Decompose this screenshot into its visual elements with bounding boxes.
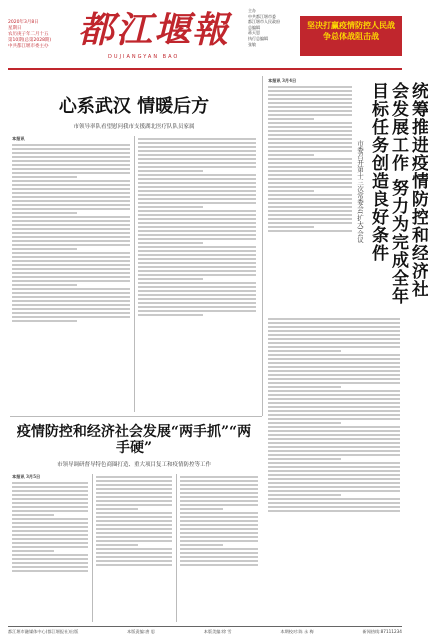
text-line bbox=[268, 474, 400, 476]
text-line bbox=[268, 426, 400, 428]
text-line bbox=[96, 504, 172, 506]
text-line bbox=[180, 500, 258, 502]
editor-line: 蒋天恩 bbox=[248, 30, 260, 36]
text-line bbox=[12, 272, 130, 274]
text-line bbox=[268, 114, 352, 116]
text-line bbox=[268, 406, 400, 408]
text-line bbox=[180, 544, 223, 546]
text-line bbox=[138, 170, 203, 172]
text-line bbox=[268, 442, 400, 444]
text-line bbox=[12, 188, 130, 190]
bottom-subtitle: 市领导调研督导特色商圈打造、重大项目复工和疫情防控等工作 bbox=[56, 462, 211, 468]
text-line bbox=[268, 410, 400, 412]
text-line bbox=[180, 484, 258, 486]
text-line bbox=[180, 548, 258, 550]
text-line bbox=[138, 310, 256, 312]
page-footer bbox=[8, 626, 402, 636]
text-line bbox=[268, 138, 352, 140]
text-line bbox=[268, 438, 400, 440]
text-line bbox=[12, 144, 130, 146]
text-line bbox=[180, 528, 258, 530]
text-line bbox=[268, 346, 400, 348]
side-subtitle: 市委召开第十三次常委会(扩大)会议 bbox=[356, 140, 364, 243]
text-line bbox=[268, 446, 400, 448]
text-line bbox=[268, 394, 400, 396]
text-line bbox=[268, 330, 400, 332]
text-line bbox=[268, 354, 400, 356]
text-line bbox=[268, 190, 314, 192]
text-line bbox=[180, 476, 258, 478]
text-line bbox=[12, 212, 77, 214]
text-line bbox=[268, 162, 352, 164]
text-line bbox=[180, 520, 258, 522]
text-line bbox=[138, 146, 256, 148]
text-line bbox=[138, 234, 256, 236]
text-line bbox=[138, 270, 256, 272]
main-subtitle: 市领导率队看望慰问我市支援湖北医疗队队员家属 bbox=[73, 124, 195, 130]
text-line bbox=[268, 150, 352, 152]
text-line bbox=[96, 520, 172, 522]
text-line bbox=[12, 180, 130, 182]
text-line bbox=[268, 86, 352, 88]
main-byline: 本报讯 bbox=[12, 136, 25, 141]
text-line bbox=[12, 494, 88, 496]
text-line bbox=[180, 556, 258, 558]
text-line bbox=[12, 558, 88, 560]
text-line bbox=[268, 130, 352, 132]
text-line bbox=[138, 230, 256, 232]
text-line bbox=[180, 524, 258, 526]
text-line bbox=[96, 540, 172, 542]
text-line bbox=[96, 536, 172, 538]
column-divider bbox=[134, 136, 135, 412]
text-line bbox=[268, 386, 341, 388]
text-line bbox=[268, 322, 400, 324]
campaign-banner: 坚决打赢疫情防控人民战争总体战阻击战 bbox=[300, 16, 402, 56]
text-line bbox=[268, 398, 400, 400]
text-line bbox=[12, 204, 130, 206]
text-line bbox=[12, 506, 88, 508]
text-line bbox=[12, 296, 130, 298]
text-line bbox=[12, 248, 77, 250]
footer-designer: 本版美编:徐 雪 bbox=[203, 629, 232, 634]
text-line bbox=[12, 300, 130, 302]
bottom-headline: 疫情防控和经济社会发展“两手抓”“两手硬” bbox=[16, 424, 252, 456]
masthead-rule bbox=[8, 68, 402, 70]
side-body-top bbox=[268, 78, 352, 310]
text-line bbox=[268, 362, 400, 364]
logo-title: 都江堰報 bbox=[78, 9, 231, 51]
text-line bbox=[12, 514, 54, 516]
text-line bbox=[138, 182, 256, 184]
text-line bbox=[268, 142, 352, 144]
text-line bbox=[268, 154, 314, 156]
text-line bbox=[138, 138, 256, 140]
text-line bbox=[268, 506, 400, 508]
text-line bbox=[12, 562, 88, 564]
text-line bbox=[138, 142, 256, 144]
text-line bbox=[138, 178, 256, 180]
text-line bbox=[12, 550, 54, 552]
text-line bbox=[12, 530, 88, 532]
bottom-body-col2 bbox=[96, 474, 172, 622]
text-line bbox=[180, 480, 258, 482]
text-line bbox=[268, 194, 352, 196]
text-line bbox=[12, 208, 130, 210]
text-line bbox=[96, 484, 172, 486]
bottom-byline: 本报讯 3月5日 bbox=[12, 474, 41, 479]
text-line bbox=[138, 274, 256, 276]
text-line bbox=[12, 510, 88, 512]
text-line bbox=[268, 110, 352, 112]
text-line bbox=[12, 292, 130, 294]
footer-hotline: 新闻热线:87111234 bbox=[362, 629, 402, 634]
text-line bbox=[96, 528, 172, 530]
text-line bbox=[96, 516, 172, 518]
text-line bbox=[268, 494, 341, 496]
editor-info bbox=[248, 8, 290, 47]
bottom-body-col3 bbox=[180, 474, 258, 622]
issue-date: 2020年3月8日 bbox=[8, 20, 39, 25]
text-line bbox=[268, 206, 352, 208]
text-line bbox=[268, 486, 400, 488]
text-line bbox=[12, 304, 130, 306]
text-line bbox=[268, 334, 400, 336]
text-line bbox=[12, 192, 130, 194]
main-body-col1 bbox=[12, 136, 130, 412]
text-line bbox=[268, 378, 400, 380]
text-line bbox=[268, 454, 400, 456]
newspaper-logo bbox=[78, 9, 246, 60]
text-line bbox=[268, 106, 352, 108]
text-line bbox=[138, 278, 203, 280]
text-line bbox=[12, 172, 130, 174]
text-line bbox=[180, 564, 258, 566]
editor-line: 主办 bbox=[248, 8, 256, 13]
text-line bbox=[138, 190, 256, 192]
text-line bbox=[138, 298, 256, 300]
text-line bbox=[12, 534, 88, 536]
text-line bbox=[12, 220, 130, 222]
text-line bbox=[138, 154, 256, 156]
text-line bbox=[268, 482, 400, 484]
side-body-bottom bbox=[268, 316, 400, 616]
text-line bbox=[268, 342, 400, 344]
text-line bbox=[12, 490, 88, 492]
text-line bbox=[12, 498, 88, 500]
text-line bbox=[180, 552, 258, 554]
text-line bbox=[268, 182, 352, 184]
text-line bbox=[268, 134, 352, 136]
text-line bbox=[268, 94, 352, 96]
text-line bbox=[12, 252, 130, 254]
text-line bbox=[268, 226, 314, 228]
text-line bbox=[12, 482, 88, 484]
text-line bbox=[138, 194, 256, 196]
text-line bbox=[138, 210, 256, 212]
text-line bbox=[268, 350, 341, 352]
text-line bbox=[12, 522, 88, 524]
issue-meta bbox=[8, 20, 74, 50]
footer-publisher: 都江堰市融媒体中心(都江堰报社)出版 bbox=[8, 629, 79, 634]
text-line bbox=[96, 500, 172, 502]
editor-line: 都江堰市人民政府 bbox=[248, 19, 280, 25]
side-headline: 统筹推进疫情防控和经济社会发展工作 努力为完成全年目标任务创造良好条件 bbox=[368, 82, 428, 305]
text-line bbox=[96, 548, 172, 550]
text-line bbox=[268, 358, 400, 360]
text-line bbox=[268, 326, 400, 328]
text-line bbox=[12, 148, 130, 150]
side-byline: 本报讯 3月4日 bbox=[268, 78, 297, 83]
text-line bbox=[12, 320, 77, 322]
text-line bbox=[268, 90, 352, 92]
text-line bbox=[96, 552, 172, 554]
text-line bbox=[12, 268, 130, 270]
text-line bbox=[96, 564, 172, 566]
text-line bbox=[138, 282, 256, 284]
text-line bbox=[12, 160, 130, 162]
text-line bbox=[138, 306, 256, 308]
text-line bbox=[268, 230, 352, 232]
text-line bbox=[268, 414, 400, 416]
text-line bbox=[12, 152, 130, 154]
text-line bbox=[268, 402, 400, 404]
text-line bbox=[12, 184, 130, 186]
masthead bbox=[8, 6, 402, 68]
text-line bbox=[12, 308, 130, 310]
text-line bbox=[12, 312, 130, 314]
text-line bbox=[268, 126, 352, 128]
text-line bbox=[96, 512, 172, 514]
text-line bbox=[180, 508, 223, 510]
main-body-col2 bbox=[138, 136, 256, 412]
text-line bbox=[12, 546, 88, 548]
text-line bbox=[12, 486, 88, 488]
text-line bbox=[12, 526, 88, 528]
text-line bbox=[138, 246, 256, 248]
text-line bbox=[268, 122, 352, 124]
text-line bbox=[180, 496, 258, 498]
text-line bbox=[138, 290, 256, 292]
main-headline: 心系武汉 情暖后方 bbox=[58, 96, 210, 117]
text-line bbox=[268, 434, 400, 436]
text-line bbox=[138, 166, 256, 168]
column-divider bbox=[92, 474, 93, 622]
text-line bbox=[96, 496, 172, 498]
text-line bbox=[180, 540, 258, 542]
text-line bbox=[180, 516, 258, 518]
text-line bbox=[180, 504, 258, 506]
text-line bbox=[12, 542, 88, 544]
text-line bbox=[138, 186, 256, 188]
text-line bbox=[96, 556, 172, 558]
section-divider bbox=[10, 416, 262, 417]
text-line bbox=[268, 202, 352, 204]
text-line bbox=[268, 462, 400, 464]
text-line bbox=[138, 254, 256, 256]
column-divider bbox=[262, 76, 263, 416]
text-line bbox=[12, 224, 130, 226]
text-line bbox=[138, 214, 256, 216]
text-line bbox=[138, 162, 256, 164]
text-line bbox=[180, 560, 258, 562]
editor-line: 中共都江堰市委 bbox=[248, 13, 276, 19]
text-line bbox=[268, 102, 352, 104]
text-line bbox=[12, 316, 130, 318]
text-line bbox=[12, 232, 130, 234]
text-line bbox=[96, 476, 172, 478]
text-line bbox=[138, 294, 256, 296]
text-line bbox=[180, 488, 258, 490]
text-line bbox=[12, 280, 130, 282]
editor-line: 张敏 bbox=[248, 41, 256, 47]
issue-weekday: 星期日 bbox=[8, 26, 22, 31]
text-line bbox=[12, 570, 88, 572]
text-line bbox=[268, 318, 400, 320]
text-line bbox=[268, 214, 352, 216]
text-line bbox=[12, 284, 77, 286]
text-line bbox=[12, 156, 130, 158]
text-line bbox=[268, 458, 341, 460]
text-line bbox=[12, 244, 130, 246]
text-line bbox=[96, 508, 138, 510]
text-line bbox=[12, 200, 130, 202]
text-line bbox=[12, 176, 77, 178]
text-line bbox=[268, 338, 400, 340]
text-line bbox=[138, 174, 256, 176]
text-line bbox=[138, 206, 203, 208]
logo-subtitle: DUJIANGYAN BAO bbox=[108, 54, 180, 60]
text-line bbox=[268, 502, 400, 504]
editor-line: 执行总编辑 bbox=[248, 35, 268, 41]
text-line bbox=[12, 288, 130, 290]
issue-host: 中共都江堰市委主办 bbox=[8, 44, 49, 49]
text-line bbox=[138, 302, 256, 304]
text-line bbox=[138, 202, 256, 204]
text-line bbox=[96, 560, 172, 562]
text-line bbox=[268, 222, 352, 224]
text-line bbox=[138, 258, 256, 260]
text-line bbox=[180, 512, 258, 514]
text-line bbox=[268, 470, 400, 472]
text-line bbox=[12, 260, 130, 262]
text-line bbox=[268, 490, 400, 492]
text-line bbox=[12, 538, 88, 540]
footer-proofreader: 本期校对:陈 永 梅 bbox=[280, 629, 314, 634]
text-line bbox=[268, 422, 341, 424]
text-line bbox=[180, 492, 258, 494]
text-line bbox=[12, 256, 130, 258]
text-line bbox=[180, 536, 258, 538]
text-line bbox=[138, 158, 256, 160]
text-line bbox=[138, 262, 256, 264]
text-line bbox=[268, 166, 352, 168]
text-line bbox=[138, 250, 256, 252]
text-line bbox=[12, 276, 130, 278]
text-line bbox=[12, 518, 88, 520]
text-line bbox=[12, 566, 88, 568]
text-line bbox=[268, 382, 400, 384]
text-line bbox=[12, 502, 88, 504]
text-line bbox=[12, 168, 130, 170]
text-line bbox=[12, 240, 130, 242]
text-line bbox=[268, 146, 352, 148]
text-line bbox=[268, 198, 352, 200]
text-line bbox=[12, 196, 130, 198]
column-divider bbox=[176, 474, 177, 622]
text-line bbox=[12, 228, 130, 230]
issue-lunar: 农历庚子年二月十五 bbox=[8, 32, 49, 37]
text-line bbox=[268, 174, 352, 176]
text-line bbox=[268, 178, 352, 180]
text-line bbox=[12, 216, 130, 218]
text-line bbox=[96, 532, 172, 534]
text-line bbox=[268, 478, 400, 480]
text-line bbox=[268, 430, 400, 432]
text-line bbox=[138, 222, 256, 224]
bottom-body-col1 bbox=[12, 474, 88, 622]
text-line bbox=[268, 450, 400, 452]
text-line bbox=[268, 390, 400, 392]
text-line bbox=[268, 210, 352, 212]
text-line bbox=[268, 158, 352, 160]
text-line bbox=[138, 242, 203, 244]
text-line bbox=[96, 524, 172, 526]
text-line bbox=[12, 264, 130, 266]
text-line bbox=[268, 366, 400, 368]
text-line bbox=[268, 466, 400, 468]
text-line bbox=[180, 532, 258, 534]
text-line bbox=[268, 170, 352, 172]
text-line bbox=[268, 98, 352, 100]
text-line bbox=[12, 164, 130, 166]
text-line bbox=[268, 118, 314, 120]
text-line bbox=[268, 218, 352, 220]
text-line bbox=[138, 286, 256, 288]
footer-editor: 本版责编:唐 思 bbox=[127, 629, 155, 634]
text-line bbox=[96, 544, 138, 546]
text-line bbox=[138, 314, 203, 316]
text-line bbox=[268, 186, 352, 188]
issue-number: 第10期(总第2028期) bbox=[8, 38, 52, 43]
editor-line: 总编辑 bbox=[248, 24, 260, 30]
text-line bbox=[138, 266, 256, 268]
text-line bbox=[96, 480, 172, 482]
text-line bbox=[138, 150, 256, 152]
text-line bbox=[268, 418, 400, 420]
text-line bbox=[12, 554, 88, 556]
text-line bbox=[268, 370, 400, 372]
text-line bbox=[138, 238, 256, 240]
text-line bbox=[268, 374, 400, 376]
text-line bbox=[268, 498, 400, 500]
text-line bbox=[268, 510, 400, 512]
text-line bbox=[138, 198, 256, 200]
text-line bbox=[138, 218, 256, 220]
text-line bbox=[96, 488, 172, 490]
text-line bbox=[96, 492, 172, 494]
text-line bbox=[138, 226, 256, 228]
text-line bbox=[12, 236, 130, 238]
